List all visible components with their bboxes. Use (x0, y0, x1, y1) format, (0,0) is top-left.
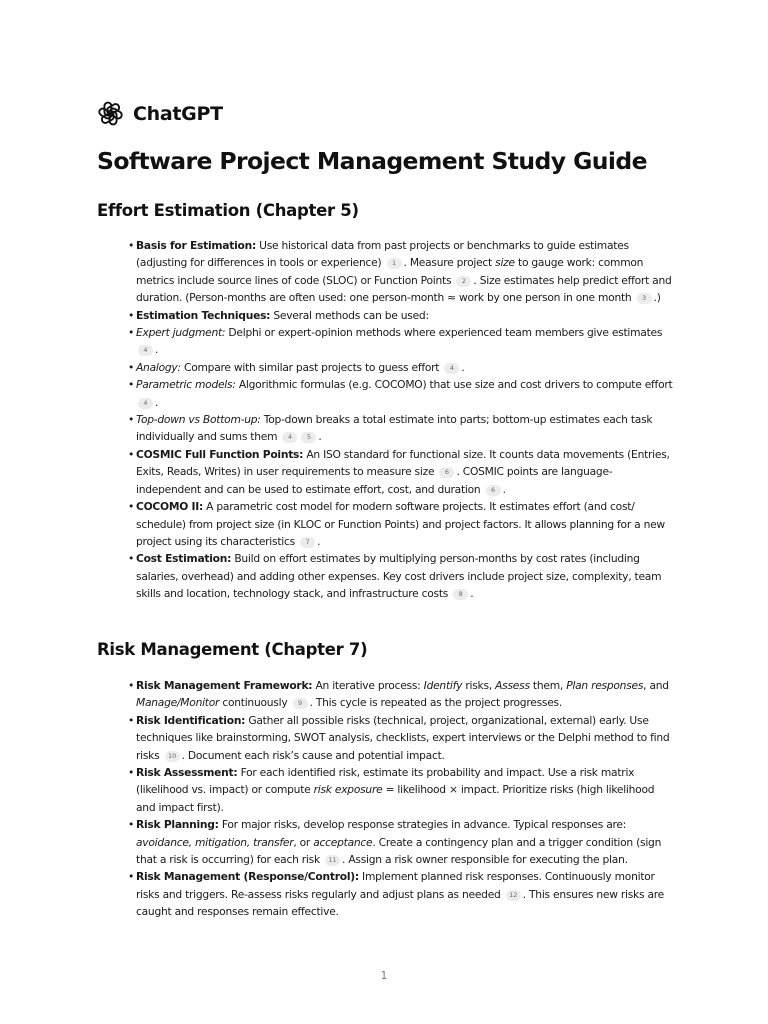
bullet-label: Cost Estimation: (136, 552, 232, 566)
bullet-text: to gauge work: common metrics include source lines of code (SLOC) or Function Points (136, 256, 644, 287)
bullet-text: . (470, 587, 474, 601)
emphasis-text: Analogy: (136, 360, 181, 374)
bullet-text: , and (643, 679, 669, 692)
bullet-label: Risk Planning: (136, 818, 219, 832)
emphasis-text: size (495, 256, 515, 270)
citation-badge: 11 (325, 855, 340, 866)
list-item (128, 868, 676, 920)
list-item (128, 324, 676, 359)
list-item (128, 376, 676, 411)
bullet-text: For major risks, develop response strategies in advance. Typical responses are: (218, 818, 627, 832)
bullet-text: . Assign a risk owner responsible for executing the plan. (342, 853, 628, 867)
emphasis-text: Plan responses (566, 679, 644, 692)
citation-badge: 6 (486, 485, 501, 496)
citation-badge: 2 (456, 276, 471, 287)
bullet-text: . This cycle is repeated as the project progresses. (309, 696, 563, 710)
section-heading-risk-management: Risk Management (Chapter 7) (97, 640, 368, 659)
list-item (128, 677, 676, 712)
bullet-text: Several methods can be used: (270, 308, 429, 322)
list-item (128, 411, 676, 446)
citation-badge: 4 (282, 432, 297, 443)
list-item (128, 764, 676, 816)
bullet-text: , or (293, 835, 314, 849)
bullet-text: . (317, 534, 321, 548)
bullet-label: Risk Management (Response/Control): (136, 870, 359, 884)
bullet-text: Compare with similar past projects to guess effort (180, 360, 443, 374)
emphasis-text: avoidance, mitigation, transfer (136, 835, 294, 849)
citation-badge: 5 (301, 432, 316, 443)
bullet-text: Gather all possible risks (technical, project, organizational, external) early. Use techniques like brainstorming, SWOT analysis, checklists, expert interviews or the Delphi method to find risks (136, 713, 670, 762)
bullet-label: Risk Identification: (136, 713, 246, 727)
bullet-text: them, (529, 679, 567, 692)
bullet-text: Delphi or expert-opinion methods where experienced team members give estimates (225, 326, 663, 340)
citation-badge: 12 (506, 890, 521, 901)
bullet-text: . (318, 430, 322, 444)
bullet-text: risks, (462, 679, 496, 692)
section-heading-effort-estimation: Effort Estimation (Chapter 5) (97, 201, 359, 220)
risk-management-list (128, 677, 676, 921)
list-item (128, 237, 676, 307)
emphasis-text: Assess (495, 679, 530, 692)
emphasis-text: Expert judgment: (136, 326, 226, 340)
emphasis-text: Top-down vs Bottom-up: (136, 413, 261, 427)
bullet-label: Estimation Techniques: (136, 308, 271, 322)
bullet-text: . (155, 395, 159, 409)
bullet-text: Build on effort estimates by multiplying person-months by cost rates (including salaries, overhead) and adding other expenses. Key cost drivers include project size, complexity, team skills and location, technology stack, and infrastructure costs (136, 552, 662, 601)
bullet-text: . Size estimates help predict effort and duration. (Person-months are often used: one person-month ≈ work by one person in one month (136, 273, 672, 305)
list-item (128, 712, 676, 764)
list-item (128, 550, 676, 602)
citation-badge: 4 (138, 398, 153, 409)
bullet-text: A parametric cost model for modern software projects. It estimates effort (and cost/ schedule) from project size (in KLOC or Function Points) and project factors. It allows planning for a new project using its characteristics (136, 500, 665, 548)
list-item (128, 359, 676, 376)
bullet-text: . COSMIC points are language-independent and can be used to estimate effort, cost, and duration (136, 465, 613, 496)
citation-badge: 6 (439, 467, 454, 478)
citation-badge: 4 (444, 363, 459, 374)
citation-badge: 8 (453, 589, 468, 600)
bullet-text: continuously (219, 696, 291, 710)
bullet-text: = likelihood × impact. Prioritize risks (high likelihood and impact first). (136, 783, 655, 814)
list-item (128, 307, 676, 324)
list-item (128, 816, 676, 868)
bullet-label: COCOMO II: (136, 500, 204, 514)
citation-badge: 9 (293, 698, 308, 709)
bullet-text: An ISO standard for functional size. It counts data movements (Entries, Exits, Reads, Writes) in user requirements to measure size (136, 447, 670, 479)
bullet-label: Risk Assessment: (136, 766, 238, 780)
bullet-text: Use historical data from past projects or benchmarks to guide estimates (adjusting for differences in tools or experience) (136, 239, 629, 270)
bullet-text: . (461, 360, 465, 374)
bullet-text: . (155, 343, 159, 357)
bullet-label: Risk Management Framework: (136, 679, 313, 692)
bullet-text: . (502, 482, 506, 496)
citation-badge: 10 (165, 751, 180, 762)
bullet-text: An iterative process: (312, 679, 424, 692)
emphasis-text: acceptance (313, 835, 373, 849)
effort-estimation-list (128, 237, 676, 603)
bullet-text: Implement planned risk responses. Continuously monitor risks and triggers. Re-assess risks regularly and adjust plans as needed (136, 870, 655, 901)
brand-name: ChatGPT (133, 102, 223, 125)
bullet-text: Top-down breaks a total estimate into parts; bottom-up estimates each task individually and sums them (136, 413, 653, 444)
citation-badge: 7 (300, 537, 315, 548)
openai-logo-icon (97, 100, 124, 127)
page-title: Software Project Management Study Guide (97, 147, 647, 175)
bullet-text: .) (653, 291, 661, 305)
bullet-label: COSMIC Full Function Points: (136, 447, 304, 461)
page-number: 1 (380, 970, 388, 982)
bullet-label: Basis for Estimation: (136, 239, 256, 252)
emphasis-text: Identify (423, 679, 463, 692)
citation-badge: 4 (138, 345, 153, 356)
emphasis-text: Parametric models: (136, 378, 236, 392)
emphasis-text: Manage/Monitor (136, 696, 220, 710)
list-item (128, 446, 676, 498)
bullet-text: . This ensures new risks are caught and responses remain effective. (136, 887, 664, 919)
citation-badge: 1 (387, 258, 402, 269)
brand-header (97, 100, 223, 127)
bullet-text: . Document each risk’s cause and potential impact. (181, 748, 445, 762)
bullet-text: For each identified risk, estimate its probability and impact. Use a risk matrix (likelihood vs. impact) or compute (136, 766, 635, 797)
bullet-text: . Measure project (403, 256, 496, 270)
citation-badge: 3 (637, 293, 652, 304)
list-item (128, 498, 676, 550)
bullet-text: Algorithmic formulas (e.g. COCOMO) that use size and cost drivers to compute effort (235, 378, 673, 392)
emphasis-text: risk exposure (313, 783, 383, 797)
bullet-text: . Create a contingency plan and a trigger condition (sign that a risk is occurring) for each risk (136, 835, 662, 867)
